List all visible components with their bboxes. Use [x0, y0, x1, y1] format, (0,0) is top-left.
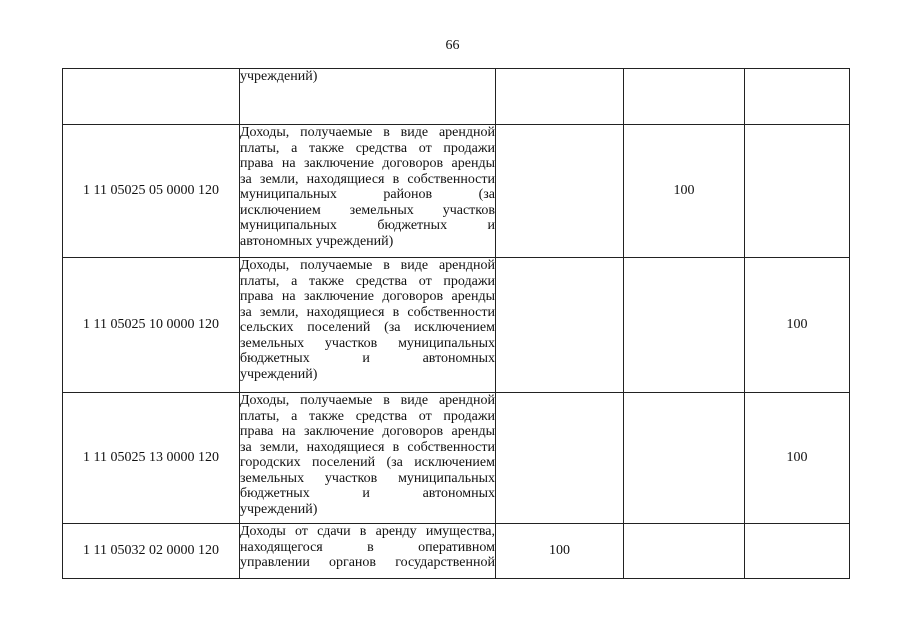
- table-row: [63, 393, 850, 524]
- value-cell-col3: [496, 258, 624, 393]
- description-line: за земли, находящиеся в собственности: [240, 439, 495, 455]
- description-line: земельных участков муниципальных: [240, 335, 495, 351]
- table-row: [63, 69, 850, 125]
- value-cell-col5: [745, 524, 850, 579]
- description-line: Доходы, получаемые в виде арендной: [240, 393, 495, 408]
- description-cell: [240, 69, 496, 125]
- description-line: Доходы от сдачи в аренду имущества,: [240, 524, 495, 539]
- page-number: 66: [445, 38, 460, 53]
- description-line: права на заключение договоров аренды: [240, 424, 495, 439]
- value-cell-col5: [745, 69, 850, 125]
- description-line: Доходы, получаемые в виде арендной: [240, 258, 495, 273]
- description-line: права на заключение договоров аренды: [240, 289, 495, 304]
- code-cell: 1 11 05025 10 0000 120: [63, 258, 240, 393]
- description-line: бюджетных и автономных: [240, 486, 495, 501]
- value-cell-col5: 100: [745, 258, 850, 393]
- description-line: учреждений): [240, 501, 318, 517]
- description-line: автономных учреждений): [240, 233, 394, 249]
- description-line: управлении органов государственной: [240, 555, 495, 570]
- description-line: бюджетных и автономных: [240, 351, 495, 366]
- description-cell: [240, 125, 496, 258]
- value-cell-col5: 100: [745, 393, 850, 524]
- value-cell-col4: [624, 69, 745, 125]
- value-cell-col4: [624, 393, 745, 524]
- value-cell-col5: [745, 125, 850, 258]
- description-line: муниципальных районов (за: [240, 187, 495, 202]
- description-line: платы, а также средства от продажи: [240, 273, 495, 289]
- description-line: учреждений): [240, 366, 318, 382]
- description-line: земельных участков муниципальных: [240, 470, 495, 486]
- description-line: Доходы, получаемые в виде арендной: [240, 125, 495, 140]
- value-cell-col3: [496, 69, 624, 125]
- value-cell-col4: [624, 524, 745, 579]
- description-line: за земли, находящиеся в собственности: [240, 171, 495, 187]
- code-cell: 1 11 05025 05 0000 120: [63, 125, 240, 258]
- table-row: [63, 258, 850, 393]
- code-cell: 1 11 05032 02 0000 120: [63, 524, 240, 579]
- description-cell: [240, 393, 496, 524]
- value-cell-col4: [624, 258, 745, 393]
- description-line: платы, а также средства от продажи: [240, 140, 495, 156]
- description-line: городских поселений (за исключением: [240, 455, 495, 470]
- revenue-table: [62, 68, 850, 579]
- value-cell-col3: [496, 393, 624, 524]
- description-line: сельских поселений (за исключением: [240, 320, 495, 335]
- description-line: исключением земельных участков: [240, 202, 495, 218]
- value-cell-col3: 100: [496, 524, 624, 579]
- description-line: находящегося в оперативном: [240, 539, 495, 555]
- code-cell: 1 11 05025 13 0000 120: [63, 393, 240, 524]
- value-cell-col3: [496, 125, 624, 258]
- description-line: платы, а также средства от продажи: [240, 408, 495, 424]
- table-row: [63, 524, 850, 579]
- description-line: права на заключение договоров аренды: [240, 156, 495, 171]
- table-row: [63, 125, 850, 258]
- value-text: 100: [673, 183, 695, 198]
- code-cell: [63, 69, 240, 125]
- value-cell-col4: [624, 125, 745, 258]
- description-cell: [240, 524, 496, 579]
- description-cell: [240, 258, 496, 393]
- description-line: за земли, находящиеся в собственности: [240, 304, 495, 320]
- description-line: учреждений): [240, 69, 318, 84]
- description-line: муниципальных бюджетных и: [240, 218, 495, 233]
